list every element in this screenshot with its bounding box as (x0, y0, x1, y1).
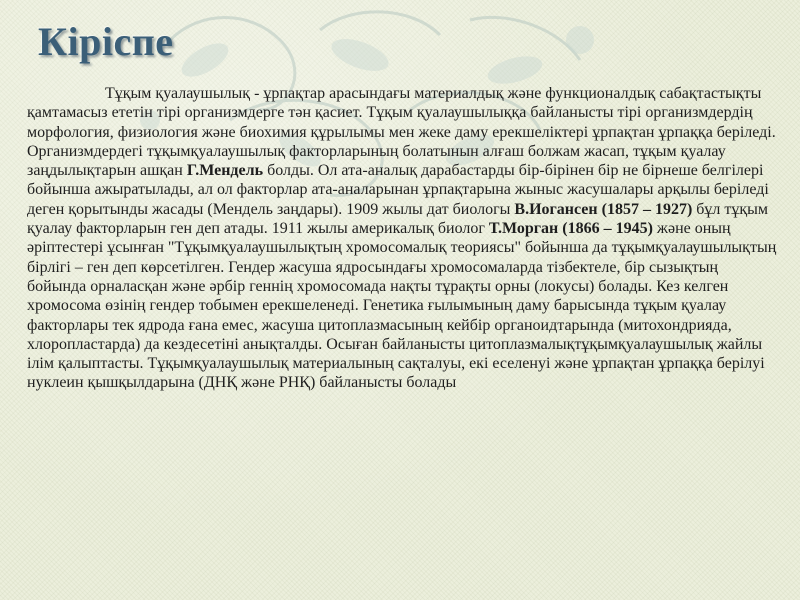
bold-name-run: Т.Морган (1866 – 1945) (488, 220, 653, 238)
text-run: бұл тұқым қуалау факторларын ген деп атады. 1911 жылы америкалық биолог (27, 200, 769, 238)
text-run: Тұқым қуалаушылық - ұрпақтар арасындағы материалдық және функционалдық сабақтастықты қамтамасыз ететін тірі организмдерге тән қасиет. Тұқым қуалаушылыққа байланысты тірі организмдердің морфология, физиология және биохимия құрылымы мен жеке даму ерекшеліктері ұрпақтан ұрпаққа беріледі. Организмдердегі тұқымқуалаушылық факторларының болатынын алғаш болжам жасап, тұқым қуалау заңдылықтарын ашқан (27, 85, 776, 180)
slide-title: Кіріспе (38, 19, 174, 64)
bold-name-run: В.Иогансен (1857 – 1927) (514, 200, 693, 218)
body-paragraph (27, 84, 777, 393)
text-run: болды. Ол ата-аналық дарабастарды бір-бірінен бір не бірнеше белгілері бойынша ажыратылады, ал ол факторлар ата-аналарынан ұрпақтарына жыныс жасушалары арқылы беріледі деген қорытынды жасады (Мендель заңдары). 1909 жылы дат биологы (27, 162, 769, 218)
bold-name-run: Г.Мендель (186, 162, 264, 180)
text-run: және оның әріптестері ұсынған "Тұқымқуалаушылықтың хромосомалық теориясы" бойынша да тұқымқуалаушылықтың бірлігі – ген деп көрсетілген. Гендер жасуша ядросындағы хромосомаларда тізбектеле, бір сызықтың бойында орналасқан және әрбір геннің хромосомада нақты тұрақты орны (локусы) болады. Кез келген хромосома өзінің гендер тобымен ерекшеленеді. Генетика ғылымының даму барысында тұқым қуалау факторлары тек ядрода ғана емес, жасуша цитоплазмасының кейбір органоидтарында (митохондрияда, хлоропластарда) да кездесетіні анықталды. Осыған байланысты цитоплазмалықтұқымқуалаушылық жайлы ілім қалыптасты. Тұқымқуалаушылық материалының сақталуы, екі еселенуі және ұрпақтан ұрпаққа берілуі нуклеин қышқылдарына (ДНҚ және РНҚ) байланысты болады (27, 220, 777, 392)
